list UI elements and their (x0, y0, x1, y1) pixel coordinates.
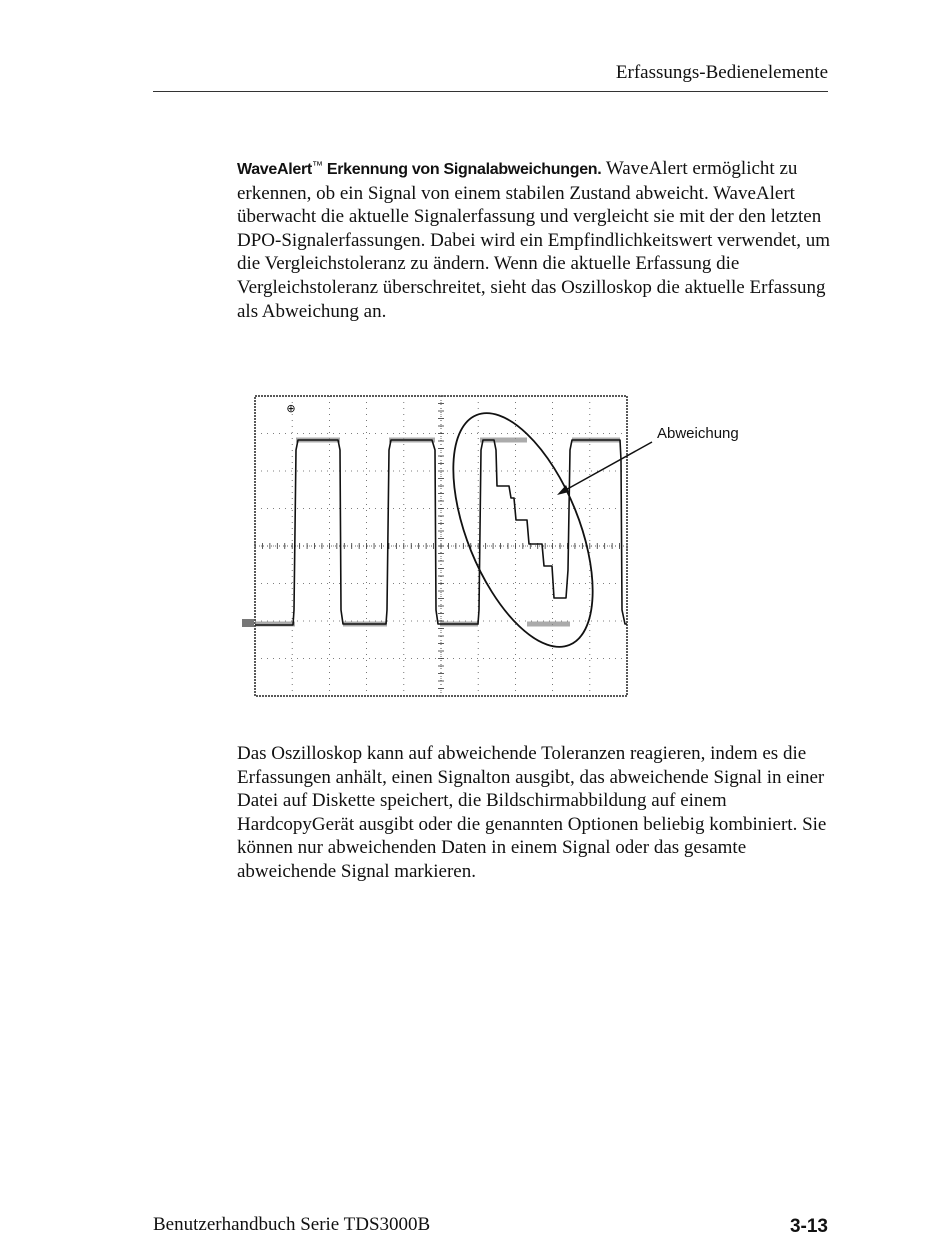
paragraph-wavealert (237, 155, 837, 323)
ground-level-marker (242, 619, 254, 627)
footer-page-number: 3-13 (789, 1216, 828, 1237)
running-header: Erfassungs-Bedienelemente (615, 62, 828, 83)
waveform-persistence (255, 440, 620, 624)
footer-manual-title: Benutzerhandbuch Serie TDS3000B (153, 1214, 431, 1235)
paragraph-2-text: Das Oszilloskop kann auf abweichende Toleranzen reagieren, indem es die Erfassungen anhält, einen Signalton ausgibt, das abweichende Signal in einer Datei auf Diskette speichert, die Bildschirmabbildung auf einem HardcopyGerät ausgibt oder die genannten Optionen beliebig kombiniert. Sie können nur abweichenden Daten in einem Signal oder das gesamte abweichende Signal markieren. (237, 743, 827, 882)
oscilloscope-figure (240, 390, 750, 706)
paragraph-1-text: WaveAlert ermöglicht zu erkennen, ob ein Signal von einem stabilen Zustand abweicht. WaveAlert überwacht die aktuelle Signalerfassung und vergleicht sie mit der den letzten DPO-Signalerfassungen. Dabei wird ein Empfindlichkeitswert verwendet, um die Vergleichstoleranz zu ändern. Wenn die aktuelle Erfassung die Vergleichstoleranz überschreitet, sieht das Oszilloskop die aktuelle Erfassung als Abweichung an. (237, 158, 831, 322)
header-rule (153, 91, 828, 92)
run-in-heading (237, 161, 601, 178)
run-in-heading-rest: Erkennung von Signalabweichungen. (326, 161, 602, 178)
callout-label: Abweichung (657, 425, 739, 442)
run-in-heading-name: WaveAlert (237, 161, 312, 178)
trigger-position-marker: ⊕ (286, 402, 296, 415)
callout-arrow-line (562, 442, 652, 492)
trademark-symbol: ™ (311, 160, 323, 172)
